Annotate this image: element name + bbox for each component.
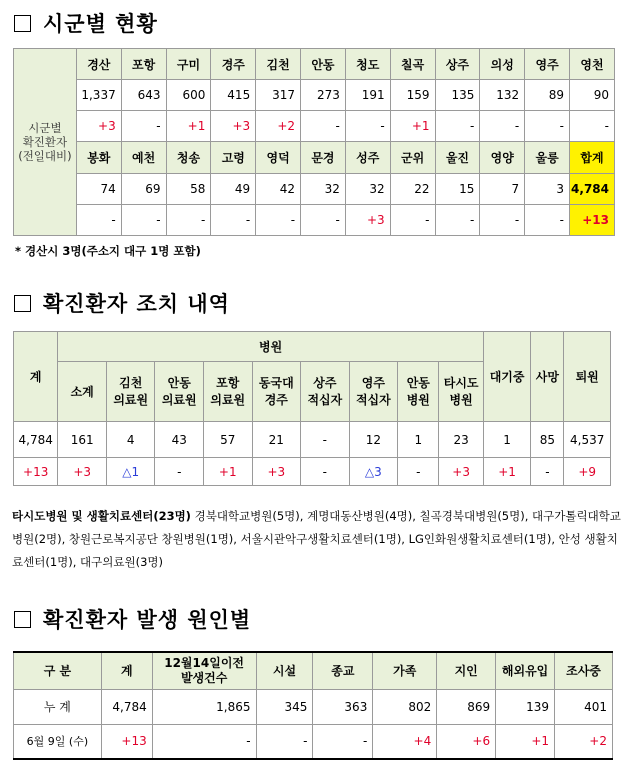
header-line: 동국대 — [258, 375, 294, 390]
header-hospital — [349, 362, 398, 422]
region-change: - — [211, 204, 256, 235]
region-change: +1 — [166, 111, 211, 142]
cause-cell: 869 — [437, 689, 496, 724]
region-count: 1,337 — [76, 80, 121, 111]
region-change: - — [301, 111, 346, 142]
header-line: 경주 — [264, 392, 288, 407]
section-title-causes — [14, 604, 251, 634]
header-hospital — [204, 362, 253, 422]
cause-cell: 363 — [313, 689, 373, 724]
section-title-text: 확진환자 조치 내역 — [43, 292, 230, 316]
header-line: 영주 — [361, 375, 385, 390]
region-change: - — [166, 204, 211, 235]
cause-header: 계 — [101, 652, 152, 689]
region-count: 191 — [345, 80, 390, 111]
measure-cell: 161 — [58, 422, 107, 458]
side-label-line: 시군별 — [28, 121, 62, 135]
measure-cell: 4,784 — [14, 422, 58, 458]
region-name: 청도 — [345, 49, 390, 80]
header-line: 적십자 — [355, 392, 391, 407]
cause-cell: 345 — [256, 689, 313, 724]
region-count: 69 — [121, 173, 166, 204]
region-name: 의성 — [480, 49, 525, 80]
region-name: 고령 — [211, 142, 256, 173]
measure-change: +3 — [252, 458, 301, 486]
region-count: 15 — [435, 173, 480, 204]
header-line: 의료원 — [113, 392, 149, 407]
cause-cell: +2 — [555, 724, 613, 759]
paragraph-body: 경북대학교병원(5명), 계명대동산병원(4명), 칠곡경북대병원(5명), 대구가톨릭대학교병원(2명), 창원근로복지공단 창원병원(1명), 서울시관악구생활치료센터(1명), LG인화원생활치료센터(1명), 안성 생활치료센터(1명), 대구의료원(3명) — [12, 509, 621, 569]
region-change: - — [121, 204, 166, 235]
region-name: 상주 — [435, 49, 480, 80]
measure-change: △1 — [106, 458, 155, 486]
region-count: 90 — [569, 80, 614, 111]
region-name: 영천 — [569, 49, 614, 80]
header-line: 병원 — [406, 392, 430, 407]
cause-header: 구 분 — [14, 652, 102, 689]
header-line: 12월14일이전 — [164, 655, 245, 670]
cause-header: 지인 — [437, 652, 496, 689]
cause-header: 시설 — [256, 652, 313, 689]
region-count: 643 — [121, 80, 166, 111]
region-count: 32 — [301, 173, 346, 204]
measure-change: - — [531, 458, 564, 486]
cause-cell: 139 — [496, 689, 555, 724]
region-total-count: 4,784 — [569, 173, 614, 204]
measure-cell: 23 — [439, 422, 483, 458]
cause-cell: - — [256, 724, 313, 759]
region-side-label — [14, 49, 77, 236]
measure-change: - — [301, 458, 350, 486]
region-name: 청송 — [166, 142, 211, 173]
cause-cell: 401 — [555, 689, 613, 724]
cause-cell: 1,865 — [152, 689, 256, 724]
header-waiting: 대기중 — [483, 332, 531, 422]
region-count: 49 — [211, 173, 256, 204]
region-count: 3 — [525, 173, 570, 204]
region-count: 74 — [76, 173, 121, 204]
measure-cell: 21 — [252, 422, 301, 458]
region-change: - — [435, 204, 480, 235]
header-hospital — [398, 362, 439, 422]
header-death: 사망 — [531, 332, 564, 422]
cause-cell: 4,784 — [101, 689, 152, 724]
region-change: - — [121, 111, 166, 142]
header-line: 타시도 — [443, 375, 479, 390]
cause-cell: - — [313, 724, 373, 759]
region-name: 군위 — [390, 142, 435, 173]
cause-header: 가족 — [373, 652, 437, 689]
region-count: 132 — [480, 80, 525, 111]
section-title-measures — [14, 288, 230, 318]
region-change: - — [569, 111, 614, 142]
region-change: +3 — [76, 111, 121, 142]
region-count: 42 — [256, 173, 301, 204]
region-change: - — [525, 204, 570, 235]
hospital-breakdown-paragraph — [12, 505, 624, 574]
header-line: 발생건수 — [180, 670, 228, 685]
cause-row-label: 6월 9일 (수) — [14, 724, 102, 759]
region-count: 135 — [435, 80, 480, 111]
header-line: 의료원 — [161, 392, 197, 407]
region-change: - — [76, 204, 121, 235]
region-name: 칠곡 — [390, 49, 435, 80]
region-count: 273 — [301, 80, 346, 111]
header-subtotal — [58, 362, 107, 422]
region-change: +2 — [256, 111, 301, 142]
header-hospital — [106, 362, 155, 422]
measure-cell: 12 — [349, 422, 398, 458]
paragraph-lead: 타시도병원 및 생활치료센터(23명) — [12, 509, 191, 523]
header-line: 소계 — [70, 385, 94, 399]
region-name: 예천 — [121, 142, 166, 173]
measure-change: +9 — [564, 458, 611, 486]
header-hospital-group: 병원 — [58, 332, 483, 362]
measure-cell: - — [301, 422, 350, 458]
region-count: 159 — [390, 80, 435, 111]
region-name: 울진 — [435, 142, 480, 173]
header-hospital — [301, 362, 350, 422]
region-name: 구미 — [166, 49, 211, 80]
region-count: 415 — [211, 80, 256, 111]
region-name: 영양 — [480, 142, 525, 173]
header-hospital — [252, 362, 301, 422]
measure-change: +1 — [483, 458, 531, 486]
header-line: 병원 — [449, 392, 473, 407]
region-count: 22 — [390, 173, 435, 204]
header-hospital — [155, 362, 204, 422]
region-name: 봉화 — [76, 142, 121, 173]
region-count: 58 — [166, 173, 211, 204]
header-line: 안동 — [406, 375, 430, 390]
header-hospital — [439, 362, 483, 422]
region-change: - — [480, 111, 525, 142]
measure-change: △3 — [349, 458, 398, 486]
checkbox-square-icon — [14, 295, 31, 312]
measures-table — [13, 331, 611, 486]
checkbox-square-icon — [14, 611, 31, 628]
region-name: 문경 — [301, 142, 346, 173]
measure-cell: 57 — [204, 422, 253, 458]
region-change: - — [480, 204, 525, 235]
region-name: 경주 — [211, 49, 256, 80]
measure-cell: 85 — [531, 422, 564, 458]
section-title-text: 시군별 현황 — [43, 12, 158, 36]
measure-change: +1 — [204, 458, 253, 486]
region-count: 317 — [256, 80, 301, 111]
measure-change: +3 — [58, 458, 107, 486]
region-name: 포항 — [121, 49, 166, 80]
region-count: 600 — [166, 80, 211, 111]
header-line: 의료원 — [210, 392, 246, 407]
measure-change: - — [398, 458, 439, 486]
measure-cell: 43 — [155, 422, 204, 458]
header-line: 포항 — [216, 375, 240, 390]
cause-header: 종교 — [313, 652, 373, 689]
section-title-region — [14, 8, 158, 38]
region-change: - — [525, 111, 570, 142]
region-change: +3 — [211, 111, 256, 142]
cause-cell: +6 — [437, 724, 496, 759]
header-line: 김천 — [119, 375, 143, 390]
region-total-change: +13 — [569, 204, 614, 235]
cause-cell: +4 — [373, 724, 437, 759]
cause-cell: +13 — [101, 724, 152, 759]
checkbox-square-icon — [14, 15, 31, 32]
header-total: 계 — [14, 332, 58, 422]
region-change: +3 — [345, 204, 390, 235]
cause-header: 조사중 — [555, 652, 613, 689]
measure-change: - — [155, 458, 204, 486]
measure-cell: 4 — [106, 422, 155, 458]
header-line: 상주 — [313, 375, 337, 390]
region-change: - — [301, 204, 346, 235]
measure-cell: 4,537 — [564, 422, 611, 458]
region-change: - — [256, 204, 301, 235]
cause-cell: +1 — [496, 724, 555, 759]
header-discharged: 퇴원 — [564, 332, 611, 422]
region-name: 안동 — [301, 49, 346, 80]
region-change: +1 — [390, 111, 435, 142]
region-name: 김천 — [256, 49, 301, 80]
region-count: 7 — [480, 173, 525, 204]
cause-header: 해외유입 — [496, 652, 555, 689]
region-change: - — [390, 204, 435, 235]
region-name: 영덕 — [256, 142, 301, 173]
measure-cell: 1 — [398, 422, 439, 458]
measure-change: +3 — [439, 458, 483, 486]
cause-header — [152, 652, 256, 689]
region-footnote: * 경산시 3명(주소지 대구 1명 포함) — [15, 244, 201, 258]
region-name: 영주 — [525, 49, 570, 80]
header-line: 안동 — [167, 375, 191, 390]
causes-table — [13, 651, 613, 760]
measure-change: +13 — [14, 458, 58, 486]
region-status-table — [13, 48, 615, 236]
side-label-line: 확진환자 — [22, 135, 68, 149]
region-change: - — [435, 111, 480, 142]
cause-cell: - — [152, 724, 256, 759]
region-change: - — [345, 111, 390, 142]
region-name: 경산 — [76, 49, 121, 80]
side-label-line: (전일대비) — [18, 149, 72, 163]
section-title-text: 확진환자 발생 원인별 — [43, 608, 252, 632]
region-total-label: 합계 — [569, 142, 614, 173]
region-count: 89 — [525, 80, 570, 111]
measure-cell: 1 — [483, 422, 531, 458]
cause-row-label: 누 계 — [14, 689, 102, 724]
region-count: 32 — [345, 173, 390, 204]
header-line: 적십자 — [307, 392, 343, 407]
region-name: 성주 — [345, 142, 390, 173]
cause-cell: 802 — [373, 689, 437, 724]
region-name: 울릉 — [525, 142, 570, 173]
